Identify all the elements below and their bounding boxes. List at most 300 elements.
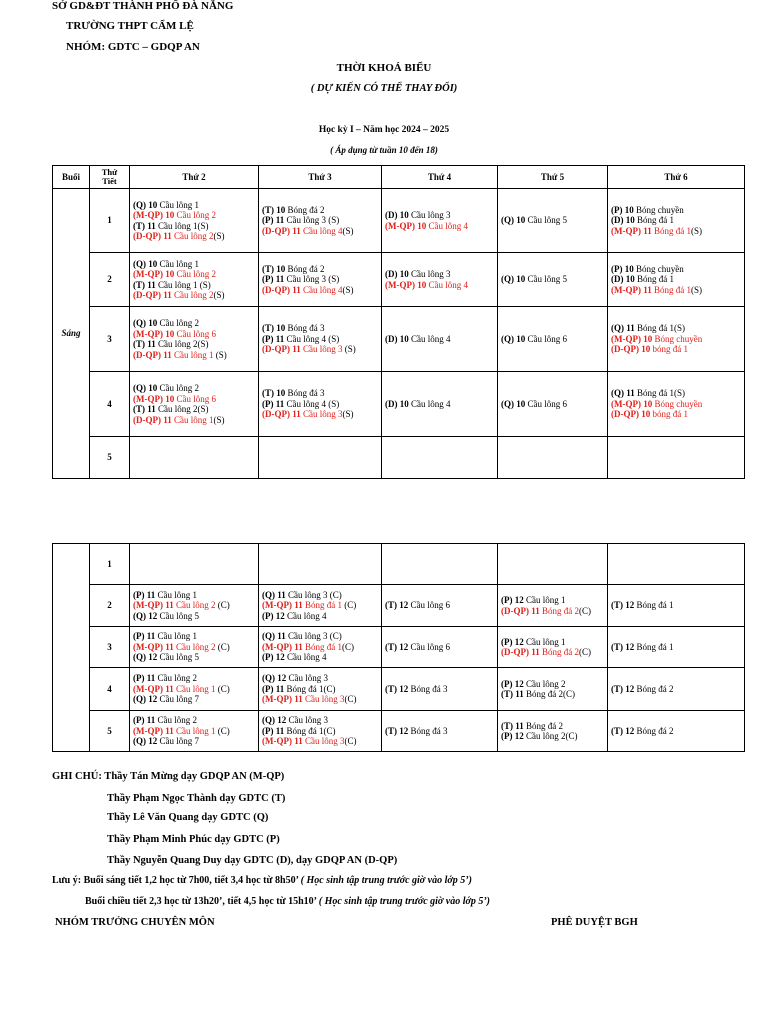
- schedule-cell-thu-2: [130, 307, 259, 372]
- class-name: Bóng đá 2: [285, 204, 325, 215]
- teacher-grade-tag: (D-QP) 11: [501, 647, 540, 657]
- class-entry: [133, 652, 255, 663]
- class-name: Cầu lông 6: [525, 398, 567, 409]
- class-name: Bóng đá 1(C): [284, 725, 336, 736]
- session-suffix: (S): [213, 414, 225, 425]
- table-row: [53, 437, 745, 479]
- teacher-grade-tag: (M-QP) 11: [262, 694, 303, 705]
- class-name: Cầu lông 3: [286, 673, 328, 684]
- class-entry: [501, 334, 604, 345]
- teacher-grade-tag: (Q) 11: [611, 323, 635, 334]
- class-name: Bóng chuyền: [633, 204, 684, 215]
- class-name: Cầu lông 1: [173, 725, 216, 736]
- schedule-cell-thu-3: [259, 189, 382, 253]
- class-entry: [262, 642, 378, 653]
- class-name: Bóng đá 1(C): [284, 683, 336, 694]
- class-name: Bóng đá 1: [634, 215, 674, 226]
- class-entry: [133, 259, 255, 270]
- class-name: Cầu lông 5: [525, 215, 567, 226]
- schedule-cell-thu-4: [382, 253, 498, 307]
- class-name: Cầu lông 1: [523, 636, 566, 647]
- teacher-grade-tag: (P) 11: [262, 398, 285, 409]
- class-entry: [385, 221, 494, 232]
- class-name: Bóng đá 3: [285, 323, 325, 334]
- class-name: Cầu lông 1: [171, 414, 214, 425]
- class-name: Cầu lông 4: [408, 333, 451, 344]
- session-suffix: (S): [691, 225, 702, 236]
- teacher-grade-tag: (T) 10: [262, 388, 286, 399]
- schedule-cell-thu-4: [382, 372, 498, 437]
- department-name: SỞ GD&ĐT THÀNH PHỐ ĐÀ NẴNG: [52, 0, 234, 12]
- class-name: Cầu lông 1: [157, 258, 199, 269]
- schedule-cell-thu-3: [259, 437, 382, 479]
- teacher-grade-tag: (T) 12: [385, 683, 409, 694]
- class-name: Cầu lông 2(S): [155, 404, 209, 414]
- class-entry: [133, 694, 255, 705]
- teacher-grade-tag: (D-QP) 11: [133, 414, 172, 425]
- class-entry: [501, 689, 604, 700]
- class-entry: [133, 631, 255, 642]
- class-entry: [501, 721, 604, 732]
- session-suffix: (C): [215, 641, 230, 652]
- period-number: 4: [90, 668, 130, 711]
- class-entry: [262, 205, 378, 216]
- class-entry: [611, 344, 741, 355]
- class-name: Cầu lông 1: [171, 349, 214, 360]
- schedule-note-morning-emphasis: ( Học sinh tập trung trước giờ vào lớp 5’): [300, 875, 472, 886]
- class-name: Cầu lông 1: [155, 631, 197, 642]
- class-entry: [611, 205, 741, 216]
- teacher-grade-tag: (T) 11: [501, 720, 524, 731]
- teacher-grade-tag: (M-QP) 10: [611, 398, 653, 409]
- schedule-cell-thu-5: [498, 372, 608, 437]
- class-entry: [385, 684, 494, 695]
- teacher-grade-tag: (Q) 12: [262, 715, 287, 726]
- teacher-grade-tag: (T) 12: [611, 683, 635, 694]
- class-entry: [611, 215, 741, 226]
- class-name: Bóng đá 1(S): [634, 323, 685, 334]
- session-suffix: (C): [215, 725, 230, 736]
- teacher-grade-tag: (P) 12: [501, 595, 524, 605]
- class-entry: [501, 215, 604, 226]
- class-name: Cầu lông 3 (C): [285, 631, 342, 642]
- session-suffix: (C): [344, 694, 357, 705]
- class-name: Cầu lông 2(S): [155, 339, 209, 349]
- session-suffix: (C): [342, 600, 357, 611]
- class-entry: [501, 679, 604, 690]
- class-name: Bóng đá 2(C): [523, 689, 576, 699]
- period-number: 4: [90, 372, 130, 437]
- teacher-grade-tag: (T) 11: [133, 404, 156, 414]
- session-suffix: (C): [579, 605, 591, 616]
- class-name: Cầu lông 2: [155, 715, 197, 726]
- teacher-grade-tag: (P) 11: [262, 215, 285, 226]
- class-entry: [133, 329, 255, 340]
- schedule-cell-thu-4: [382, 307, 498, 372]
- schedule-cell-thu-2: [130, 668, 259, 711]
- table-row: [53, 544, 745, 585]
- teacher-grade-tag: (Q) 12: [133, 652, 158, 663]
- table-row: [53, 307, 745, 372]
- schedule-cell-thu-5: [498, 711, 608, 752]
- class-entry: [133, 600, 255, 611]
- class-entry: [262, 285, 378, 296]
- class-name: Bóng đá 2: [634, 683, 674, 694]
- period-number: 2: [90, 585, 130, 627]
- class-name: Bóng đá 1: [634, 274, 674, 285]
- teacher-grade-tag: (T) 11: [133, 279, 156, 290]
- teacher-grade-tag: (T) 12: [611, 725, 635, 736]
- class-entry: [133, 611, 255, 622]
- class-entry: [262, 694, 378, 705]
- teacher-grade-tag: (P) 11: [133, 715, 156, 726]
- class-entry: [133, 200, 255, 211]
- teacher-grade-tag: (Q) 10: [133, 383, 158, 393]
- teacher-grade-tag: (T) 12: [385, 641, 409, 652]
- class-entry: [262, 673, 378, 684]
- table-row: [53, 372, 745, 437]
- teacher-grade-tag: (D-QP) 11: [133, 349, 172, 360]
- class-name: Cầu lông 2: [155, 673, 197, 684]
- class-entry: [611, 399, 741, 410]
- class-entry: [262, 652, 378, 663]
- class-entry: [262, 226, 378, 237]
- apply-range-label: ( Áp dụng từ tuần 10 đến 18): [330, 145, 438, 155]
- semester-label: Học kỳ I – Năm học 2024 – 2025: [318, 125, 450, 135]
- group-name: NHÓM: GDTC – GDQP AN: [66, 41, 200, 53]
- teacher-grade-tag: (M-QP) 11: [133, 683, 174, 694]
- session-suffix: (C): [342, 641, 354, 652]
- note-line-5: Thầy Nguyễn Quang Duy dạy GDTC (D), dạy GDQP AN (D-QP): [107, 855, 398, 866]
- teacher-grade-tag: (Q) 12: [262, 673, 287, 684]
- page-subtitle: ( DỰ KIẾN CÓ THỂ THAY ĐỔI): [310, 83, 458, 94]
- class-name: Bóng đá 1: [651, 284, 691, 295]
- class-name: Cầu lông 4 (S): [284, 398, 340, 409]
- teacher-grade-tag: (D-QP) 11: [262, 344, 301, 355]
- class-entry: [501, 731, 604, 742]
- schedule-cell-thu-6: [608, 437, 745, 479]
- class-entry: [501, 606, 604, 617]
- teacher-grade-tag: (D) 10: [385, 210, 409, 220]
- note-line-4: Thầy Phạm Minh Phúc dạy GDTC (P): [107, 834, 280, 845]
- schedule-cell-thu-6: [608, 372, 745, 437]
- class-name: Cầu lông 3: [300, 344, 343, 355]
- col-header-thu-6: Thứ 6: [608, 166, 745, 189]
- class-entry: [133, 383, 255, 394]
- class-entry: [385, 600, 494, 611]
- class-name: Bóng chuyền: [633, 263, 684, 274]
- schedule-cell-thu-5: [498, 189, 608, 253]
- class-entry: [133, 210, 255, 221]
- class-name: Bóng đá 2: [539, 605, 579, 616]
- teacher-grade-tag: (P) 11: [133, 589, 156, 600]
- class-name: Cầu lông 3 (S): [284, 274, 340, 285]
- teacher-grade-tag: (Q) 12: [133, 736, 158, 747]
- teacher-grade-tag: (T) 11: [133, 339, 156, 349]
- class-name: Cầu lông 2: [157, 383, 199, 393]
- teacher-grade-tag: (P) 12: [262, 652, 285, 663]
- col-header-buoi: Buổi: [53, 166, 90, 189]
- teacher-grade-tag: (T) 10: [262, 323, 286, 334]
- teacher-grade-tag: (Q) 10: [501, 215, 526, 226]
- class-entry: [262, 323, 378, 334]
- col-header-thu: Thứ: [101, 167, 118, 177]
- teacher-grade-tag: (P) 12: [501, 731, 524, 741]
- schedule-cell-thu-6: [608, 585, 745, 627]
- class-name: Bóng đá 1: [634, 600, 674, 611]
- teacher-grade-tag: (T) 10: [262, 204, 286, 215]
- teacher-grade-tag: (P) 11: [262, 725, 285, 736]
- schedule-cell-thu-6: [608, 711, 745, 752]
- table-header-row: [53, 166, 745, 189]
- session-suffix: (S): [342, 284, 354, 295]
- schedule-cell-thu-2: [130, 544, 259, 585]
- session-suffix: (S): [213, 231, 225, 241]
- teacher-grade-tag: (T) 12: [385, 600, 409, 611]
- class-entry: [133, 404, 255, 415]
- schedule-note-morning-text: Lưu ý: Buổi sáng tiết 1,2 học từ 7h00, tiết 3,4 học từ 8h50’: [52, 875, 299, 886]
- class-entry: [262, 631, 378, 642]
- schedule-cell-thu-2: [130, 627, 259, 668]
- class-name: Cầu lông 3 (S): [284, 215, 340, 226]
- teacher-grade-tag: (M-QP) 11: [611, 225, 652, 236]
- period-number: 5: [90, 437, 130, 479]
- teacher-grade-tag: (Q) 11: [262, 631, 286, 642]
- class-entry: [611, 334, 741, 345]
- teacher-grade-tag: (M-QP) 11: [262, 641, 303, 652]
- table-row: [53, 711, 745, 752]
- teacher-grade-tag: (P) 11: [262, 683, 285, 694]
- teacher-grade-tag: (D-QP) 10: [611, 344, 651, 355]
- schedule-note-morning: [52, 875, 472, 886]
- teacher-grade-tag: (T) 11: [501, 689, 524, 699]
- class-name: Cầu lông 1: [173, 683, 216, 694]
- session-suffix: (C): [344, 736, 357, 747]
- schedule-cell-thu-4: [382, 437, 498, 479]
- teacher-grade-tag: (P) 11: [133, 673, 156, 684]
- schedule-cell-thu-6: [608, 668, 745, 711]
- schedule-cell-thu-5: [498, 585, 608, 627]
- teacher-grade-tag: (Q) 11: [262, 589, 286, 600]
- class-name: Bóng chuyền: [652, 398, 703, 409]
- teacher-grade-tag: (P) 11: [262, 274, 285, 285]
- class-entry: [611, 323, 741, 334]
- morning-timetable: [52, 165, 745, 479]
- table-row: [53, 627, 745, 668]
- col-header-thu-2: Thứ 2: [130, 166, 259, 189]
- class-entry: [133, 280, 255, 291]
- class-name: Cầu lông 1: [155, 589, 197, 600]
- table-row: [53, 189, 745, 253]
- class-name: Cầu lông 4 (S): [284, 333, 340, 344]
- schedule-cell-thu-4: [382, 585, 498, 627]
- class-name: Cầu lông 4: [284, 652, 327, 663]
- class-name: Cầu lông 2: [171, 231, 214, 241]
- class-entry: [133, 590, 255, 601]
- class-entry: [501, 637, 604, 648]
- class-entry: [611, 388, 741, 399]
- teacher-grade-tag: (D-QP) 11: [133, 231, 172, 241]
- session-suffix: (C): [215, 600, 230, 611]
- class-name: Cầu lông 3: [286, 715, 328, 726]
- teacher-grade-tag: (P) 12: [262, 610, 285, 621]
- class-entry: [501, 647, 604, 658]
- class-name: Cầu lông 6: [174, 393, 216, 404]
- class-entry: [262, 264, 378, 275]
- class-entry: [611, 285, 741, 296]
- teacher-grade-tag: (M-QP) 11: [133, 600, 174, 611]
- teacher-grade-tag: (M-QP) 11: [262, 600, 303, 611]
- schedule-cell-thu-3: [259, 627, 382, 668]
- teacher-grade-tag: (D-QP) 11: [262, 284, 301, 295]
- col-header-thu-4: Thứ 4: [382, 166, 498, 189]
- period-number: 3: [90, 307, 130, 372]
- class-name: Cầu lông 5: [157, 610, 199, 621]
- class-name: Bóng đá 1: [634, 641, 674, 652]
- schedule-cell-thu-6: [608, 307, 745, 372]
- note-line-1: GHI CHÚ: Thầy Tán Mừng dạy GDQP AN (M-QP): [52, 771, 285, 782]
- teacher-grade-tag: (M-QP) 10: [133, 393, 175, 404]
- class-name: Cầu lông 3: [408, 210, 451, 220]
- teacher-grade-tag: (M-QP) 10: [133, 210, 175, 220]
- class-name: Cầu lông 7: [157, 694, 199, 705]
- class-entry: [611, 226, 741, 237]
- class-name: Bóng đá 2: [539, 647, 579, 657]
- class-name: Cầu lông 2(C): [523, 731, 578, 741]
- schedule-cell-thu-6: [608, 253, 745, 307]
- class-name: Cầu lông 3: [302, 694, 345, 705]
- class-name: Cầu lông 4: [300, 225, 343, 236]
- teacher-grade-tag: (M-QP) 10: [611, 333, 653, 344]
- schedule-cell-thu-2: [130, 711, 259, 752]
- class-entry: [501, 399, 604, 410]
- schedule-cell-thu-2: [130, 253, 259, 307]
- class-entry: [385, 269, 494, 280]
- schedule-cell-thu-4: [382, 627, 498, 668]
- teacher-grade-tag: (Q) 10: [501, 274, 526, 285]
- teacher-grade-tag: (T) 12: [385, 725, 409, 736]
- teacher-grade-tag: (M-QP) 11: [611, 284, 652, 295]
- teacher-grade-tag: (M-QP) 11: [133, 725, 174, 736]
- schedule-cell-thu-2: [130, 585, 259, 627]
- teacher-grade-tag: (D) 10: [385, 398, 409, 409]
- schedule-cell-thu-3: [259, 307, 382, 372]
- teacher-grade-tag: (Q) 10: [501, 333, 526, 344]
- period-number: 2: [90, 253, 130, 307]
- class-entry: [385, 642, 494, 653]
- schedule-note-afternoon: [85, 896, 490, 907]
- class-name: Cầu lông 2: [171, 290, 214, 300]
- class-entry: [262, 600, 378, 611]
- class-entry: [262, 215, 378, 226]
- class-entry: [133, 221, 255, 232]
- class-entry: [611, 642, 741, 653]
- schedule-cell-thu-3: [259, 585, 382, 627]
- class-name: Bóng đá 2: [285, 263, 325, 274]
- teacher-grade-tag: (Q) 11: [611, 388, 635, 399]
- teacher-grade-tag: (D-QP) 11: [133, 290, 172, 300]
- class-name: Bóng đá 1: [651, 225, 691, 236]
- note-line-2: Thầy Phạm Ngọc Thành dạy GDTC (T): [107, 793, 286, 804]
- class-name: bóng đá 1: [650, 344, 688, 355]
- class-name: Cầu lông 4: [284, 610, 327, 621]
- teacher-grade-tag: (P) 11: [133, 631, 156, 642]
- class-name: Cầu lông 4: [426, 279, 468, 290]
- teacher-grade-tag: (M-QP) 10: [385, 279, 427, 290]
- period-number: 1: [90, 544, 130, 585]
- schedule-cell-thu-5: [498, 668, 608, 711]
- table-row: [53, 585, 745, 627]
- schedule-cell-thu-3: [259, 544, 382, 585]
- class-name: Cầu lông 6: [408, 641, 450, 652]
- teacher-grade-tag: (M-QP) 10: [385, 220, 427, 231]
- class-name: Bóng đá 3: [408, 683, 448, 694]
- schedule-cell-thu-2: [130, 189, 259, 253]
- period-number: 3: [90, 627, 130, 668]
- class-entry: [501, 274, 604, 285]
- class-entry: [262, 611, 378, 622]
- class-entry: [262, 388, 378, 399]
- class-name: Cầu lông 2: [174, 210, 216, 220]
- teacher-grade-tag: (T) 11: [133, 220, 156, 231]
- schedule-cell-thu-3: [259, 668, 382, 711]
- class-name: Cầu lông 5: [157, 652, 199, 663]
- teacher-grade-tag: (T) 12: [611, 600, 635, 611]
- teacher-grade-tag: (P) 11: [262, 333, 285, 344]
- schedule-cell-thu-3: [259, 253, 382, 307]
- teacher-grade-tag: (P) 10: [611, 263, 634, 274]
- class-name: Cầu lông 6: [525, 333, 567, 344]
- class-entry: [611, 684, 741, 695]
- schedule-cell-thu-3: [259, 711, 382, 752]
- schedule-cell-thu-5: [498, 544, 608, 585]
- schedule-cell-thu-2: [130, 372, 259, 437]
- schedule-cell-thu-4: [382, 189, 498, 253]
- teacher-grade-tag: (P) 12: [501, 678, 524, 689]
- note-line-3: Thầy Lê Văn Quang dạy GDTC (Q): [107, 812, 269, 823]
- class-entry: [133, 269, 255, 280]
- class-name: Cầu lông 3: [300, 409, 343, 420]
- period-number: 1: [90, 189, 130, 253]
- schedule-cell-thu-5: [498, 253, 608, 307]
- teacher-grade-tag: (T) 10: [262, 263, 286, 274]
- class-name: Bóng đá 1: [302, 641, 342, 652]
- class-name: Bóng chuyền: [652, 333, 703, 344]
- class-name: Cầu lông 2: [174, 269, 216, 279]
- class-entry: [133, 290, 255, 301]
- class-name: Cầu lông 4: [426, 220, 468, 231]
- schedule-note-afternoon-text: Buổi chiều tiết 2,3 học từ 13h20’, tiết 4,5 học từ 15h10’: [85, 896, 317, 907]
- class-name: Cầu lông 1: [157, 199, 199, 210]
- teacher-grade-tag: (D-QP) 10: [611, 409, 651, 420]
- class-name: Cầu lông 4: [300, 284, 343, 295]
- class-name: Cầu lông 2: [173, 641, 216, 652]
- class-entry: [133, 642, 255, 653]
- class-entry: [262, 274, 378, 285]
- class-entry: [133, 736, 255, 747]
- teacher-grade-tag: (D) 10: [611, 215, 635, 226]
- teacher-grade-tag: (Q) 10: [133, 318, 158, 328]
- teacher-grade-tag: (M-QP) 10: [133, 328, 175, 339]
- col-header-thu-5: Thứ 5: [498, 166, 608, 189]
- class-entry: [262, 334, 378, 345]
- class-name: bóng đá 1: [650, 409, 688, 420]
- schedule-cell-thu-6: [608, 189, 745, 253]
- teacher-grade-tag: (M-QP) 11: [133, 641, 174, 652]
- teacher-grade-tag: (T) 12: [611, 641, 635, 652]
- class-name: Cầu lông 1: [523, 595, 566, 605]
- schedule-note-afternoon-emphasis: ( Học sinh tập trung trước giờ vào lớp 5’): [318, 896, 491, 907]
